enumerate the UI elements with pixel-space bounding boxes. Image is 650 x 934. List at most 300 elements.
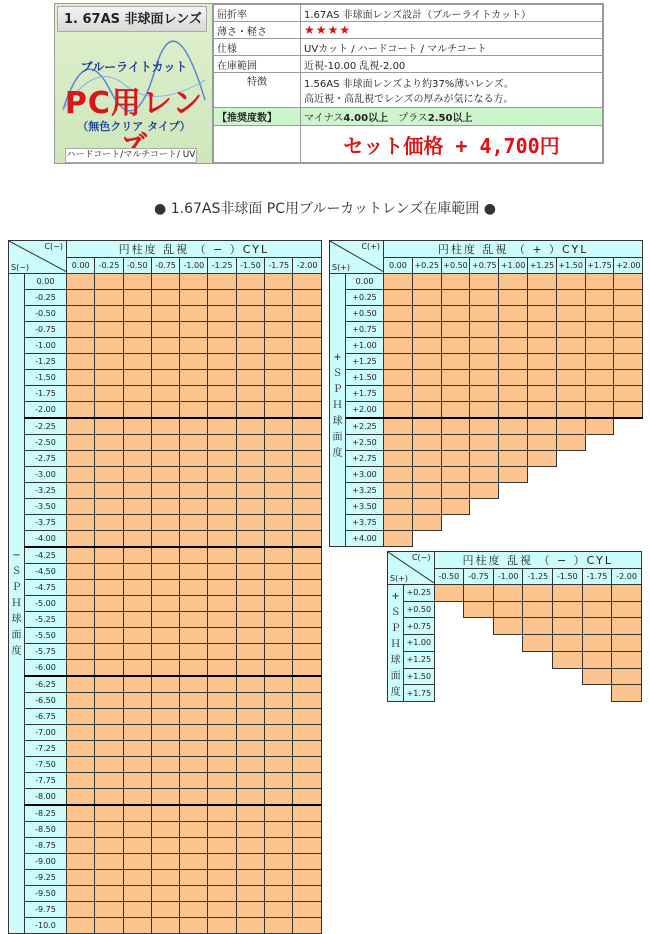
stock-cell	[293, 306, 321, 322]
stock-cell	[293, 370, 321, 386]
grid-header-row	[9, 241, 322, 258]
stock-cell	[412, 515, 441, 531]
stock-cell	[151, 773, 179, 789]
stock-cell	[499, 322, 528, 338]
stock-cell	[556, 338, 585, 354]
stock-cell	[208, 402, 236, 419]
sph-header-cell: +4.00	[346, 531, 384, 547]
sph-row	[9, 628, 322, 644]
empty-cell	[470, 531, 499, 547]
stock-cell	[67, 805, 95, 822]
sph-header-cell: -8.50	[25, 822, 67, 838]
stock-cell	[180, 274, 208, 290]
stock-cell	[95, 741, 123, 757]
stock-cell	[236, 854, 264, 870]
sph-row	[9, 402, 322, 419]
stock-cell	[67, 370, 95, 386]
stock-cell	[293, 902, 321, 918]
empty-cell	[553, 668, 583, 685]
sph-header-cell: -7.75	[25, 773, 67, 789]
spec-row	[214, 56, 603, 73]
sph-row	[330, 483, 643, 499]
stock-cell	[412, 354, 441, 370]
empty-cell	[493, 635, 523, 652]
stock-cell	[67, 547, 95, 564]
cyl-header-cell: -1.25	[208, 258, 236, 274]
stock-cell	[123, 612, 151, 628]
stock-cell	[384, 483, 413, 499]
stock-cell	[208, 789, 236, 806]
stock-cell	[67, 757, 95, 773]
stock-cell	[265, 418, 293, 435]
sph-side-char: Ｓ	[390, 607, 401, 618]
empty-cell	[556, 451, 585, 467]
stock-cell	[208, 870, 236, 886]
stock-cell	[67, 274, 95, 290]
stock-cell	[208, 596, 236, 612]
cyl-title: 円柱度 乱視 （ + ）CYL	[384, 241, 643, 258]
stock-cell	[151, 547, 179, 564]
sph-header-cell: -6.25	[25, 676, 67, 693]
stock-cell	[151, 435, 179, 451]
stock-cell	[384, 451, 413, 467]
sph-row	[9, 306, 322, 322]
empty-cell	[585, 515, 614, 531]
empty-cell	[464, 685, 494, 702]
sph-row	[330, 451, 643, 467]
stock-cell	[123, 838, 151, 854]
sph-header-cell: +3.00	[346, 467, 384, 483]
stock-cell	[265, 531, 293, 548]
stock-cell	[236, 499, 264, 515]
stock-cell	[208, 531, 236, 548]
stock-cell	[553, 585, 583, 602]
stock-cell	[67, 402, 95, 419]
sph-header-cell: +0.25	[346, 290, 384, 306]
stock-cell	[236, 402, 264, 419]
empty-cell	[434, 635, 464, 652]
stock-cell	[180, 757, 208, 773]
stock-cell	[553, 635, 583, 652]
stock-cell	[236, 306, 264, 322]
sph-row	[9, 290, 322, 306]
stock-cell	[499, 370, 528, 386]
empty-cell	[499, 499, 528, 515]
stock-cell	[236, 709, 264, 725]
stock-cell	[208, 418, 236, 435]
stock-cell	[236, 418, 264, 435]
stock-cell	[293, 402, 321, 419]
stock-cell	[95, 805, 123, 822]
stock-cell	[441, 386, 470, 402]
stock-cell	[434, 585, 464, 602]
stock-cell	[265, 805, 293, 822]
spec-label: 薄さ・軽さ	[214, 22, 301, 39]
stock-cell	[265, 854, 293, 870]
empty-cell	[556, 499, 585, 515]
stock-cell	[265, 596, 293, 612]
stock-cell	[523, 618, 553, 635]
sph-side-char: Ｈ	[11, 597, 22, 609]
stock-cell	[614, 274, 643, 290]
stock-cell	[293, 451, 321, 467]
stock-cell	[412, 370, 441, 386]
stock-cell	[123, 918, 151, 934]
stock-cell	[67, 822, 95, 838]
stock-cell	[67, 435, 95, 451]
sph-row	[330, 322, 643, 338]
sph-header-cell: -2.75	[25, 451, 67, 467]
stock-cell	[95, 612, 123, 628]
stock-cell	[208, 338, 236, 354]
cyl-title: 円柱度 乱視 （ − ）CYL	[434, 552, 642, 569]
stock-cell	[180, 612, 208, 628]
stock-cell	[123, 709, 151, 725]
sph-header-cell: -4.75	[25, 580, 67, 596]
stock-cell	[441, 274, 470, 290]
stock-cell	[293, 773, 321, 789]
empty-cell	[499, 483, 528, 499]
stock-cell	[123, 515, 151, 531]
stock-cell	[180, 822, 208, 838]
sph-row	[9, 499, 322, 515]
sph-header-cell: -5.25	[25, 612, 67, 628]
stock-cell	[553, 618, 583, 635]
spec-row-recommend	[214, 108, 603, 126]
stock-cell	[208, 580, 236, 596]
product-panel	[54, 3, 604, 164]
sph-header-cell: 0.00	[346, 274, 384, 290]
clear-type-label: （無色クリア タイプ）	[77, 120, 191, 133]
empty-cell	[434, 685, 464, 702]
stock-cell	[180, 741, 208, 757]
stock-cell	[527, 386, 556, 402]
stock-cell	[180, 451, 208, 467]
stock-cell	[67, 483, 95, 499]
stock-cell	[208, 564, 236, 580]
stock-cell	[67, 467, 95, 483]
stock-cell	[151, 515, 179, 531]
sph-header-cell: -8.00	[25, 789, 67, 806]
cyl-header-cell: -1.50	[236, 258, 264, 274]
stock-cell	[582, 585, 612, 602]
cyl-header-cell: -0.50	[123, 258, 151, 274]
stock-cell	[95, 290, 123, 306]
stock-cell	[293, 580, 321, 596]
stock-cell	[499, 435, 528, 451]
stock-cell	[441, 370, 470, 386]
stock-cell	[123, 467, 151, 483]
cyl-header-cell: -2.00	[293, 258, 321, 274]
corner-cyl-label: C(+)	[361, 242, 380, 251]
stock-cell	[441, 402, 470, 419]
stock-cell	[236, 789, 264, 806]
empty-cell	[464, 651, 494, 668]
stock-cell	[585, 354, 614, 370]
stock-cell	[67, 628, 95, 644]
stock-cell	[95, 547, 123, 564]
stock-cell	[67, 515, 95, 531]
sph-row	[9, 612, 322, 628]
stock-cell	[208, 612, 236, 628]
stock-cell	[384, 322, 413, 338]
stock-cell	[493, 585, 523, 602]
stock-cell	[265, 338, 293, 354]
sph-side-char: −	[12, 549, 21, 561]
sph-row	[330, 515, 643, 531]
sph-header-cell: +0.75	[346, 322, 384, 338]
stock-cell	[123, 580, 151, 596]
stock-cell	[265, 918, 293, 934]
stock-cell	[236, 757, 264, 773]
stock-cell	[265, 306, 293, 322]
stock-cell	[236, 886, 264, 902]
stock-cell	[67, 451, 95, 467]
stock-cell	[67, 741, 95, 757]
sph-row	[9, 515, 322, 531]
stock-cell	[585, 386, 614, 402]
stock-cell	[67, 789, 95, 806]
stock-cell	[208, 515, 236, 531]
sph-row	[9, 693, 322, 709]
cyl-header-cell: -0.75	[151, 258, 179, 274]
stock-cell	[180, 596, 208, 612]
stock-cell	[67, 386, 95, 402]
stock-cell	[527, 435, 556, 451]
stock-cell	[208, 773, 236, 789]
stock-cell	[612, 685, 642, 702]
spec-value: 1.67AS 非球面レンズ設計（ブルーライトカット）	[301, 5, 603, 22]
stock-cell	[470, 322, 499, 338]
stock-cell	[95, 306, 123, 322]
stock-cell	[95, 596, 123, 612]
stock-cell	[265, 354, 293, 370]
stock-cell	[499, 306, 528, 322]
sph-header-cell: -0.50	[25, 306, 67, 322]
stock-cell	[180, 838, 208, 854]
empty-cell	[614, 467, 643, 483]
stock-cell	[236, 290, 264, 306]
sph-row	[9, 789, 322, 806]
stock-cell	[499, 467, 528, 483]
empty-cell	[493, 668, 523, 685]
stock-cell	[441, 451, 470, 467]
recommend-plus: 2.50以上	[427, 113, 473, 124]
stock-cell	[180, 902, 208, 918]
stock-cell	[123, 789, 151, 806]
stock-cell	[470, 402, 499, 419]
cyl-header-cell: -1.75	[265, 258, 293, 274]
stock-cell	[236, 693, 264, 709]
stock-cell	[265, 757, 293, 773]
empty-cell	[585, 435, 614, 451]
stock-cell	[151, 370, 179, 386]
cyl-header-cell: +0.50	[441, 258, 470, 274]
empty-cell	[523, 685, 553, 702]
stock-cell	[614, 354, 643, 370]
stock-cell	[293, 805, 321, 822]
stock-cell	[384, 402, 413, 419]
stock-cell	[151, 612, 179, 628]
sph-header-cell: +3.50	[346, 499, 384, 515]
stock-cell	[293, 386, 321, 402]
stock-cell	[265, 499, 293, 515]
sph-row	[388, 651, 642, 668]
sph-row	[9, 870, 322, 886]
sph-header-cell: +0.50	[346, 306, 384, 322]
stock-cell	[236, 805, 264, 822]
stock-cell	[236, 435, 264, 451]
cyl-header-cell: +1.50	[556, 258, 585, 274]
stock-cell	[236, 741, 264, 757]
sph-header-cell: +2.50	[346, 435, 384, 451]
stock-cell	[384, 370, 413, 386]
stock-cell	[180, 805, 208, 822]
stock-cell	[265, 628, 293, 644]
stock-cell	[208, 483, 236, 499]
stock-cell	[180, 709, 208, 725]
stock-cell	[293, 676, 321, 693]
stock-cell	[614, 402, 643, 419]
empty-cell	[470, 515, 499, 531]
corner-sph-label: S(+)	[332, 263, 351, 272]
stock-cell	[180, 644, 208, 660]
empty-cell	[434, 601, 464, 618]
empty-cell	[464, 618, 494, 635]
sph-row	[9, 773, 322, 789]
stock-cell	[95, 370, 123, 386]
stock-cell	[470, 274, 499, 290]
feature-line: 1.56AS 非球面レンズより約37%薄いレンズ。	[304, 79, 515, 90]
stock-cell	[499, 290, 528, 306]
stock-cell	[293, 741, 321, 757]
stock-cell	[151, 628, 179, 644]
stock-cell	[95, 483, 123, 499]
stock-cell	[614, 370, 643, 386]
stock-cell	[527, 290, 556, 306]
sph-row	[9, 709, 322, 725]
sph-side-char: +	[391, 591, 400, 602]
stock-cell	[151, 902, 179, 918]
stock-cell	[464, 601, 494, 618]
sph-row	[330, 290, 643, 306]
stock-cell	[265, 741, 293, 757]
stock-cell	[67, 854, 95, 870]
sph-header-cell: -6.75	[25, 709, 67, 725]
stock-cell	[123, 290, 151, 306]
stock-cell	[95, 515, 123, 531]
stock-cell	[470, 435, 499, 451]
stock-cell	[527, 322, 556, 338]
stock-cell	[265, 580, 293, 596]
feature-label: 特徴	[214, 73, 301, 108]
stock-cell	[95, 822, 123, 838]
sph-header-cell: -7.50	[25, 757, 67, 773]
stock-cell	[293, 660, 321, 677]
stock-cell	[236, 322, 264, 338]
empty-cell	[553, 685, 583, 702]
sph-row	[9, 338, 322, 354]
sph-row	[9, 274, 322, 290]
stock-cell	[412, 290, 441, 306]
stock-cell	[151, 580, 179, 596]
product-image	[55, 4, 213, 163]
sph-header-cell: -7.25	[25, 741, 67, 757]
sph-header-cell: -1.50	[25, 370, 67, 386]
sph-side-char: Ｈ	[390, 639, 401, 650]
sph-row	[9, 902, 322, 918]
sph-row	[388, 601, 642, 618]
stock-cell	[123, 628, 151, 644]
stock-cell	[151, 338, 179, 354]
stock-cell	[265, 789, 293, 806]
stock-cell	[236, 580, 264, 596]
stock-cell	[95, 322, 123, 338]
empty-cell	[614, 531, 643, 547]
stock-cell	[293, 757, 321, 773]
stock-cell	[236, 515, 264, 531]
cyl-header-cell: -1.00	[180, 258, 208, 274]
stock-cell	[612, 585, 642, 602]
stock-cell	[95, 499, 123, 515]
sph-row	[9, 741, 322, 757]
stock-cell	[95, 644, 123, 660]
cyl-header-cell: +1.25	[527, 258, 556, 274]
empty-cell	[523, 651, 553, 668]
sph-row	[9, 531, 322, 548]
stock-cell	[384, 338, 413, 354]
stock-cell	[293, 354, 321, 370]
stock-cell	[582, 635, 612, 652]
stock-cell	[67, 709, 95, 725]
stock-cell	[67, 693, 95, 709]
sph-header-cell: +2.25	[346, 418, 384, 435]
stock-cell	[293, 725, 321, 741]
sph-side-char: 面	[332, 432, 343, 443]
stock-cell	[180, 499, 208, 515]
stock-cell	[236, 870, 264, 886]
stock-cell	[612, 635, 642, 652]
stock-cell	[123, 693, 151, 709]
stock-cell	[470, 386, 499, 402]
stock-cell	[293, 870, 321, 886]
stock-cell	[151, 741, 179, 757]
stock-cell	[151, 918, 179, 934]
sph-side-char: Ｓ	[332, 368, 343, 379]
stock-cell	[293, 564, 321, 580]
stock-cell	[556, 386, 585, 402]
stock-cell	[265, 274, 293, 290]
stock-cell	[123, 822, 151, 838]
stock-cell	[123, 886, 151, 902]
stock-cell	[151, 354, 179, 370]
stock-cell	[180, 531, 208, 548]
sph-side-char: 度	[390, 687, 401, 698]
spec-row-feature	[214, 73, 603, 108]
stock-cell	[556, 370, 585, 386]
sph-row	[9, 467, 322, 483]
stock-cell	[614, 338, 643, 354]
sph-header-cell: +3.75	[346, 515, 384, 531]
stock-cell	[384, 435, 413, 451]
spec-value: 近視-10.00 乱視-2.00	[301, 56, 603, 73]
stock-cell	[208, 370, 236, 386]
stock-cell	[95, 660, 123, 677]
sph-header-cell: -3.50	[25, 499, 67, 515]
cyl-header-cell: -2.00	[612, 569, 642, 585]
stock-cell	[412, 418, 441, 435]
stock-cell	[123, 773, 151, 789]
